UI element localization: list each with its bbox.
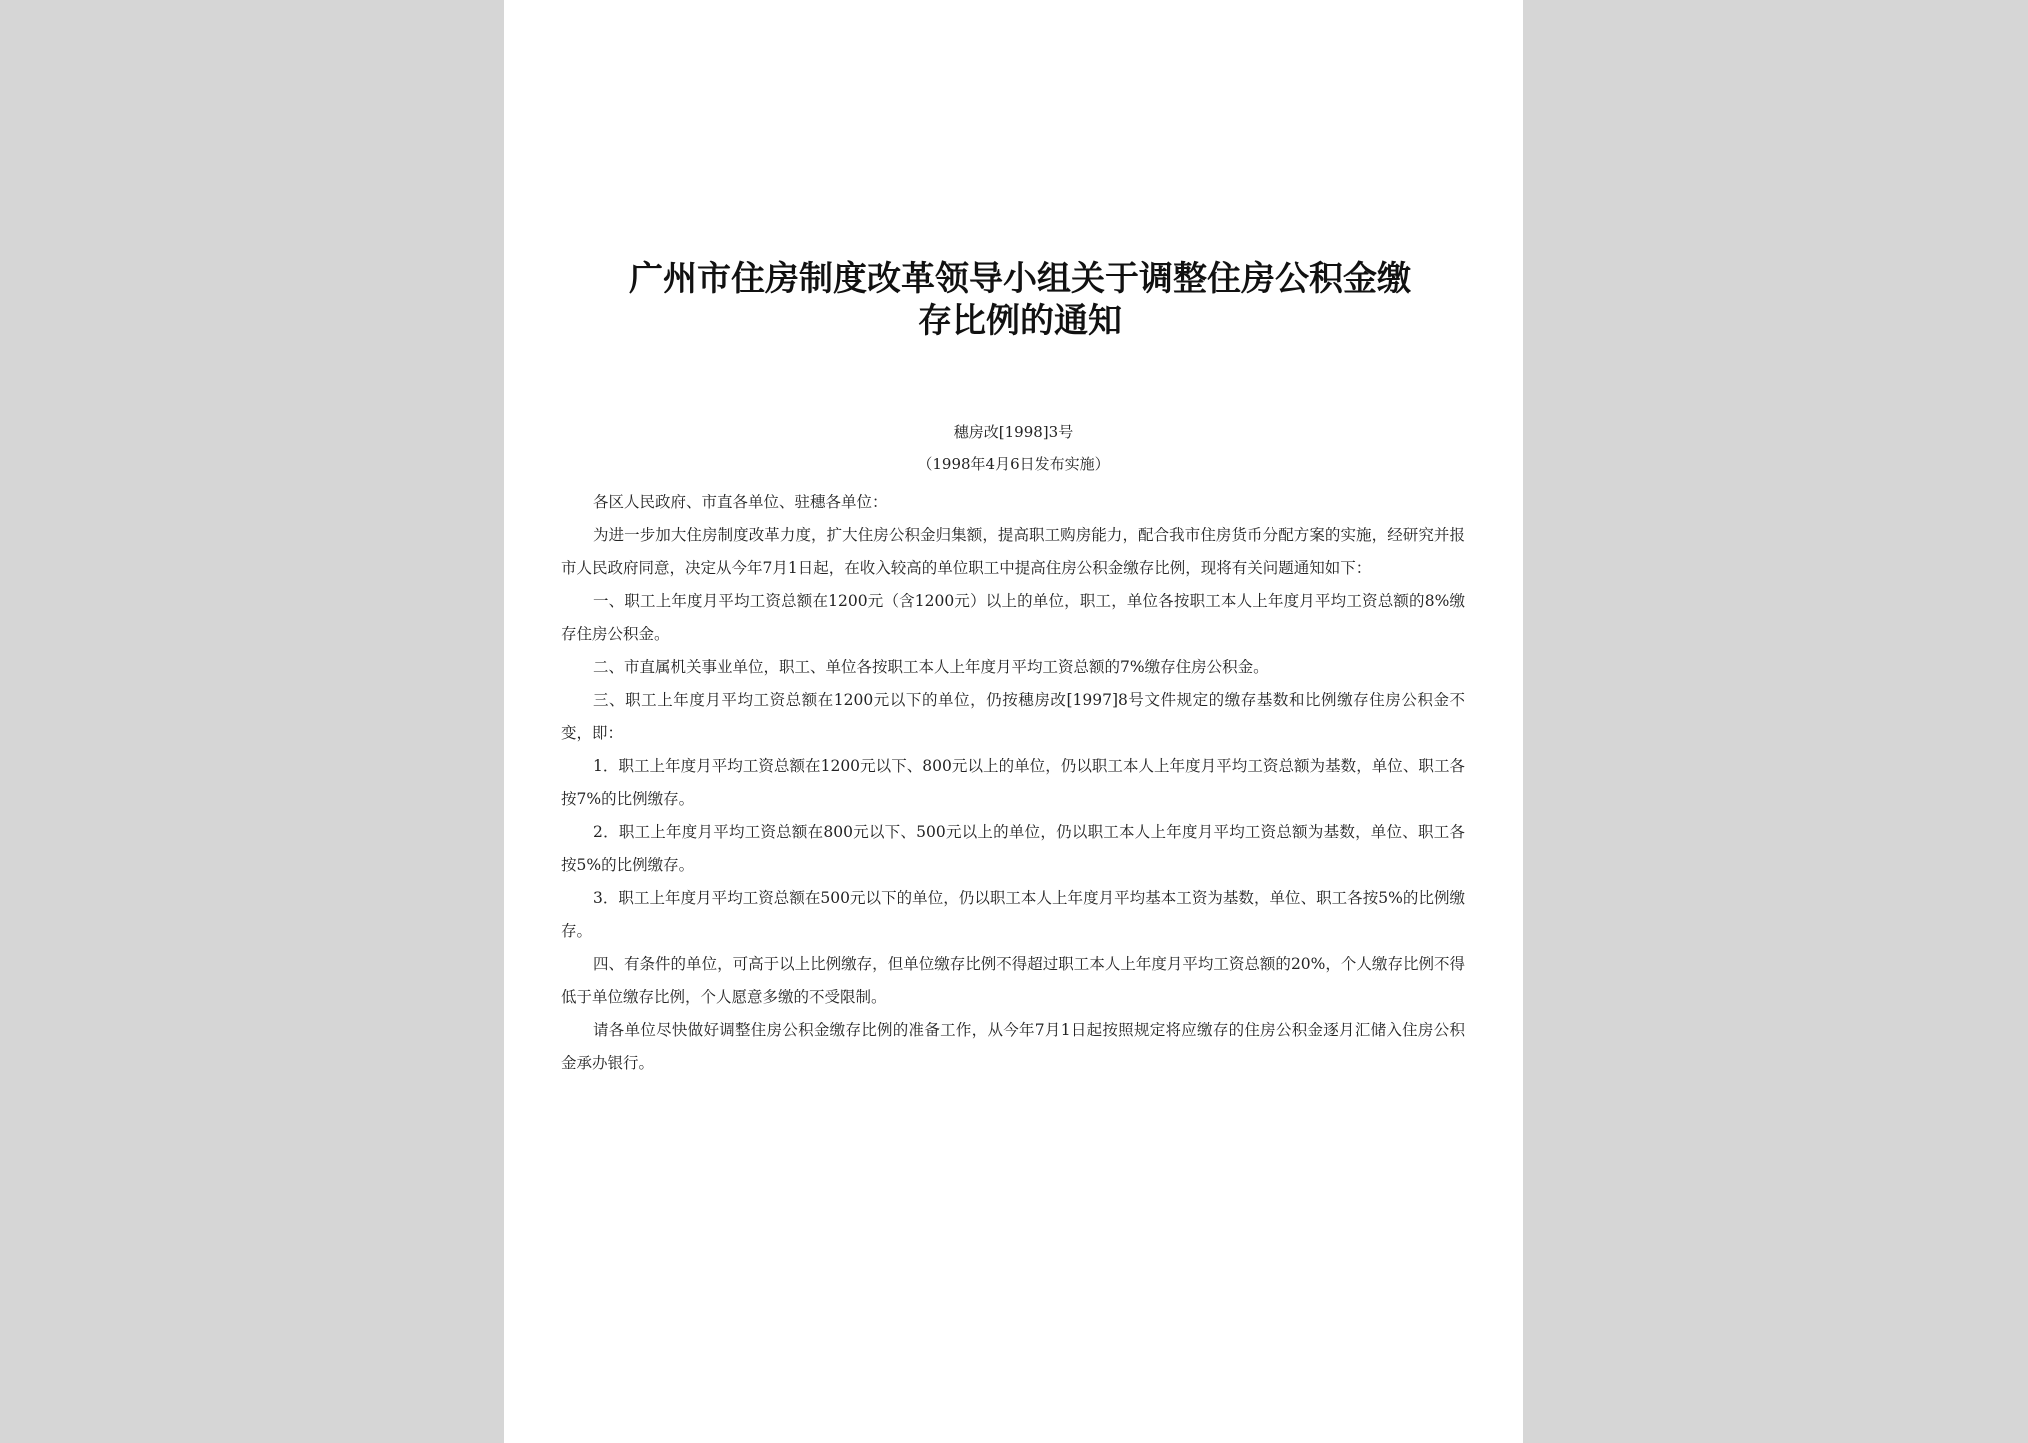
document-title bbox=[580, 258, 1460, 342]
document-title-line-2: 存比例的通知 bbox=[918, 301, 1122, 341]
document-title-line-1: 广州市住房制度改革领导小组关于调整住房公积金缴 bbox=[629, 259, 1411, 299]
paragraph-intro: 为进一步加大住房制度改革力度，扩大住房公积金归集额，提高职工购房能力，配合我市住房货币分配方案的实施，经研究并报市人民政府同意，决定从今年7月1日起，在收入较高的单位职工中提高住房公积金缴存比例，现将有关问题通知如下： bbox=[561, 526, 1465, 577]
paragraph-subitem-1: 1．职工上年度月平均工资总额在1200元以下、800元以上的单位，仍以职工本人上年度月平均工资总额为基数，单位、职工各按7%的比例缴存。 bbox=[561, 757, 1465, 808]
paragraph-subitem-3: 3．职工上年度月平均工资总额在500元以下的单位，仍以职工本人上年度月平均基本工资为基数，单位、职工各按5%的比例缴存。 bbox=[561, 889, 1465, 940]
document-number: 穗房改[1998]3号 bbox=[953, 423, 1074, 441]
document-body bbox=[561, 486, 1465, 1080]
paragraph-item-3: 三、职工上年度月平均工资总额在1200元以下的单位，仍按穗房改[1997]8号文件规定的缴存基数和比例缴存住房公积金不变，即： bbox=[561, 691, 1465, 742]
document-issue-date: （1998年4月6日发布实施） bbox=[917, 455, 1110, 473]
paragraph-closing: 请各单位尽快做好调整住房公积金缴存比例的准备工作，从今年7月1日起按照规定将应缴存的住房公积金逐月汇储入住房公积金承办银行。 bbox=[561, 1021, 1465, 1072]
paragraph-item-1: 一、职工上年度月平均工资总额在1200元（含1200元）以上的单位，职工，单位各按职工本人上年度月平均工资总额的8%缴存住房公积金。 bbox=[561, 592, 1465, 643]
paragraph-subitem-2: 2．职工上年度月平均工资总额在800元以下、500元以上的单位，仍以职工本人上年度月平均工资总额为基数，单位、职工各按5%的比例缴存。 bbox=[561, 823, 1465, 874]
salutation: 各区人民政府、市直各单位、驻穗各单位： bbox=[593, 493, 888, 511]
paragraph-item-2: 二、市直属机关事业单位，职工、单位各按职工本人上年度月平均工资总额的7%缴存住房公积金。 bbox=[593, 658, 1269, 676]
paragraph-item-4: 四、有条件的单位，可高于以上比例缴存，但单位缴存比例不得超过职工本人上年度月平均工资总额的20%，个人缴存比例不得低于单位缴存比例，个人愿意多缴的不受限制。 bbox=[561, 955, 1465, 1006]
